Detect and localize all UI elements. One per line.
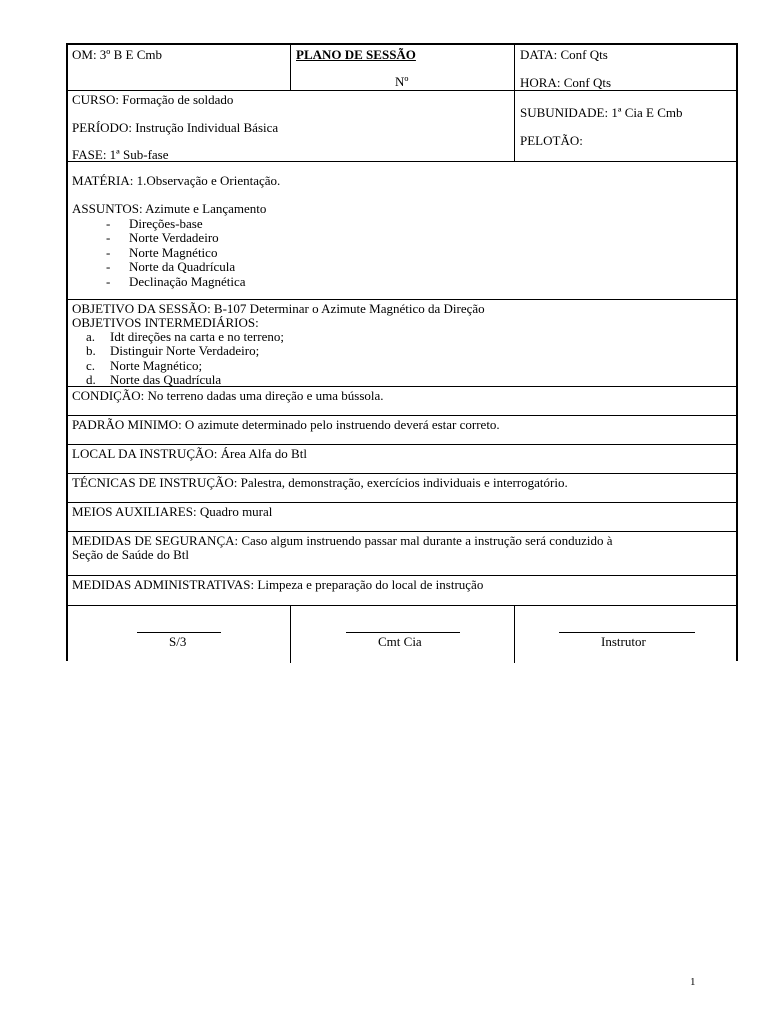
- objectives-row: [68, 300, 736, 387]
- page-number: 1: [690, 976, 696, 988]
- course-text: CURSO: Formação de soldado: [72, 92, 234, 107]
- form-title: PLANO DE SESSÃO: [296, 47, 416, 62]
- platoon-text: PELOTÃO:: [520, 133, 583, 148]
- intermediate-objectives-list: [86, 330, 284, 388]
- phase-text: FASE: 1ª Sub-fase: [72, 147, 169, 162]
- om-cell: [68, 45, 291, 90]
- techniques-text: TÉCNICAS DE INSTRUÇÃO: Palestra, demonstração, exercícios individuais e interrogatório.: [72, 475, 568, 490]
- signature-label: Instrutor: [601, 634, 646, 649]
- list-item: - Norte Verdadeiro: [106, 230, 219, 246]
- list-item: - Norte Magnético: [106, 244, 218, 260]
- signature-label: Cmt Cia: [378, 634, 422, 649]
- session-plan-form: [66, 43, 738, 661]
- om-text: OM: 3º B E Cmb: [72, 47, 162, 62]
- course-row: [68, 91, 736, 162]
- list-item: c. Norte Magnético;: [86, 357, 203, 373]
- subject-text: MATÉRIA: 1.Observação e Orientação.: [72, 173, 281, 188]
- time-text: HORA: Conf Qts: [520, 75, 612, 90]
- intermediate-objectives-label: OBJETIVOS INTERMEDIÁRIOS:: [72, 315, 259, 330]
- topics-list: [106, 217, 246, 289]
- signature-label: S/3: [169, 634, 187, 649]
- list-item: d. Norte das Quadrícula: [86, 372, 222, 388]
- period-text: PERÍODO: Instrução Individual Básica: [72, 120, 279, 135]
- list-item: - Declinação Magnética: [106, 273, 246, 289]
- techniques-row: [68, 474, 736, 503]
- title-cell: [291, 45, 515, 90]
- header-row: [68, 45, 736, 91]
- session-objective-text: OBJETIVO DA SESSÃO: B-107 Determinar o Azimute Magnético da Direção: [72, 301, 485, 316]
- safety-row: [68, 532, 736, 576]
- signature-cell-cmt-cia: [291, 606, 515, 663]
- signature-line: [346, 632, 460, 633]
- topics-label: ASSUNTOS: Azimute e Lançamento: [72, 201, 267, 216]
- location-row: [68, 445, 736, 474]
- signature-line: [559, 632, 695, 633]
- subunit-cell: [515, 91, 736, 161]
- course-cell: [68, 91, 515, 161]
- signature-row: [68, 606, 736, 663]
- condition-row: [68, 387, 736, 416]
- aids-row: [68, 503, 736, 532]
- safety-text-line1: MEDIDAS DE SEGURANÇA: Caso algum instruendo passar mal durante a instrução será conduzido à: [72, 533, 613, 548]
- list-item: b. Distinguir Norte Verdadeiro;: [86, 343, 260, 359]
- subject-row: [68, 162, 736, 300]
- list-item: - Norte da Quadrícula: [106, 259, 236, 275]
- date-text: DATA: Conf Qts: [520, 47, 608, 62]
- date-time-cell: [515, 45, 736, 90]
- standard-row: [68, 416, 736, 445]
- administrative-row: [68, 576, 736, 606]
- signature-cell-s3: [68, 606, 291, 663]
- number-label: Nº: [395, 74, 409, 89]
- standard-text: PADRÃO MINIMO: O azimute determinado pelo instruendo deverá estar correto.: [72, 417, 500, 432]
- subunit-text: SUBUNIDADE: 1ª Cia E Cmb: [520, 105, 683, 120]
- administrative-text: MEDIDAS ADMINISTRATIVAS: Limpeza e preparação do local de instrução: [72, 577, 484, 592]
- signature-cell-instrutor: [515, 606, 736, 663]
- list-item: - Direções-base: [106, 216, 203, 231]
- aids-text: MEIOS AUXILIARES: Quadro mural: [72, 504, 273, 519]
- signature-line: [137, 632, 221, 633]
- condition-text: CONDIÇÃO: No terreno dadas uma direção e uma bússola.: [72, 388, 384, 403]
- safety-text-line2: Seção de Saúde do Btl: [72, 547, 189, 562]
- location-text: LOCAL DA INSTRUÇÃO: Área Alfa do Btl: [72, 446, 307, 461]
- list-item: a. Idt direções na carta e no terreno;: [86, 329, 284, 344]
